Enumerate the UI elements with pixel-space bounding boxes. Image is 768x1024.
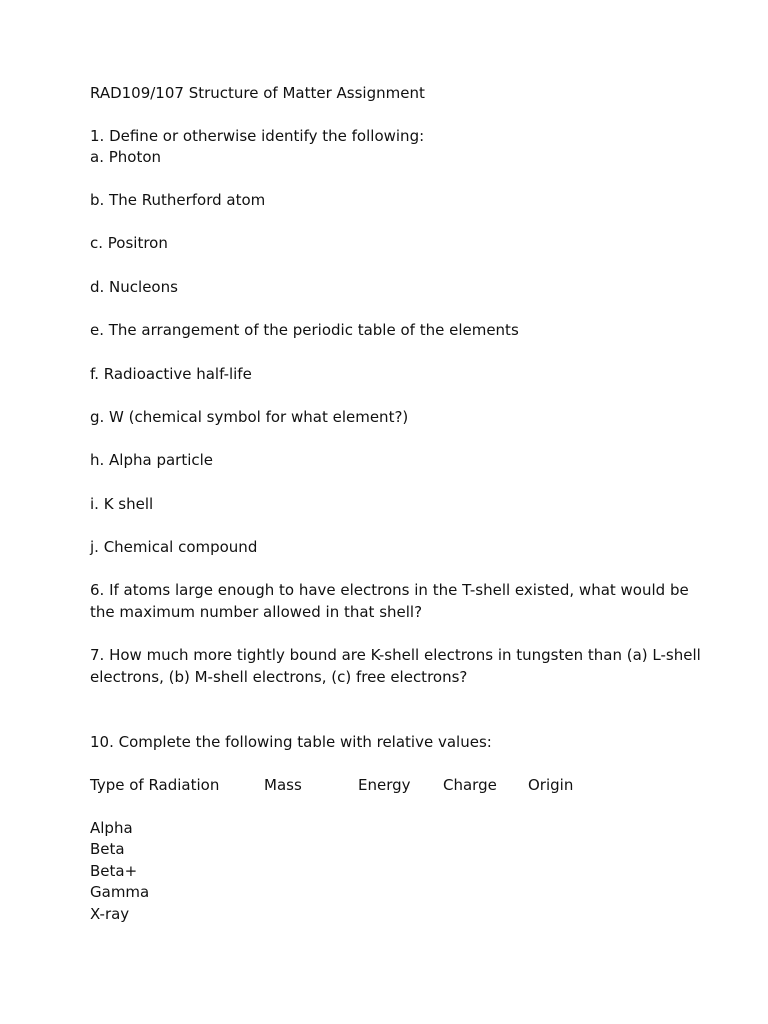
question-1-item-f: f. Radioactive half-life: [90, 365, 252, 383]
question-1-item-i: i. K shell: [90, 495, 154, 513]
table-row-gamma: Gamma: [90, 883, 150, 901]
question-1-item-e: e. The arrangement of the periodic table of the elements: [90, 321, 519, 339]
question-1-item-a: a. Photon: [90, 148, 162, 166]
question-6-line-2: the maximum number allowed in that shell?: [90, 603, 423, 621]
question-1-item-b: b. The Rutherford atom: [90, 191, 266, 209]
question-10-prompt: 10. Complete the following table with relative values:: [90, 733, 492, 751]
question-1-prompt: 1. Define or otherwise identify the following:: [90, 127, 425, 145]
document-title: RAD109/107 Structure of Matter Assignment: [90, 84, 425, 102]
question-1-item-c: c. Positron: [90, 234, 168, 252]
table-header-charge: Charge: [443, 776, 497, 794]
table-header-type: Type of Radiation: [90, 776, 220, 794]
question-1-item-h: h. Alpha particle: [90, 451, 214, 469]
question-7-line-1: 7. How much more tightly bound are K-shell electrons in tungsten than (a) L-shell: [90, 646, 701, 664]
question-1-item-g: g. W (chemical symbol for what element?): [90, 408, 409, 426]
question-1-item-d: d. Nucleons: [90, 278, 178, 296]
table-row-x-ray: X-ray: [90, 905, 130, 923]
table-row-beta-plus: Beta+: [90, 862, 138, 880]
table-header-mass: Mass: [264, 776, 302, 794]
question-1-item-j: j. Chemical compound: [90, 538, 258, 556]
table-row-alpha: Alpha: [90, 819, 133, 837]
table-header-energy: Energy: [358, 776, 411, 794]
table-header-origin: Origin: [528, 776, 574, 794]
question-6-line-1: 6. If atoms large enough to have electrons in the T-shell existed, what would be: [90, 581, 689, 599]
table-row-beta: Beta: [90, 840, 125, 858]
question-7-line-2: electrons, (b) M-shell electrons, (c) free electrons?: [90, 668, 468, 686]
